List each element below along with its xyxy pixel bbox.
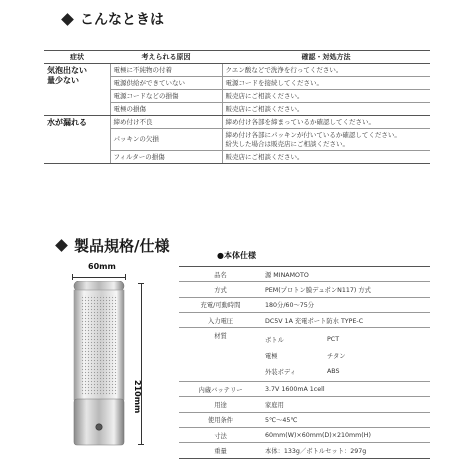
spec-value: 家庭用 <box>262 397 430 412</box>
trouble-row <box>44 64 430 77</box>
cause-cell: 電極に不純物の付着 <box>110 64 222 77</box>
width-dimension-label: 60mm <box>88 262 116 271</box>
material-item <box>265 347 427 363</box>
spec-row <box>179 382 430 397</box>
symptom-cell: 気泡出ない 量少ない <box>44 64 110 116</box>
spec-value: 5℃～45℃ <box>262 412 430 427</box>
spec-row <box>179 397 430 412</box>
spec-key: 充電/可動時間 <box>179 297 262 312</box>
material-part: ボトル <box>265 336 284 344</box>
spec-title: ●本体仕様 <box>217 251 256 260</box>
cause-cell: パッキンの欠損 <box>110 129 222 151</box>
header-fix: 確認・対処方法 <box>222 51 430 64</box>
product-bottle-image <box>72 281 126 447</box>
fix-cell: 電源コードを接続してください。 <box>222 77 430 90</box>
spec-row <box>179 282 430 297</box>
spec-key: 重量 <box>179 443 262 458</box>
spec-value: 60mm(W)×60mm(D)×210mm(H) <box>262 428 430 443</box>
spec-value: 源 MINAMOTO <box>262 267 430 282</box>
material-part: 外装ボディ <box>265 368 296 376</box>
spec-row <box>179 412 430 427</box>
spec-key: 寸法 <box>179 428 262 443</box>
troubleshooting-table <box>44 50 430 164</box>
material-list <box>262 328 430 382</box>
symptom-cell: 水が漏れる <box>44 116 110 164</box>
cause-cell: 締め付け不良 <box>110 116 222 129</box>
spec-row <box>179 267 430 282</box>
spec-row <box>179 428 430 443</box>
spec-row-material <box>179 328 430 382</box>
spec-key: 使用条件 <box>179 412 262 427</box>
spec-key: 材質 <box>179 328 262 382</box>
troubleshooting-heading <box>63 9 164 29</box>
cause-cell: 電極の損傷 <box>110 103 222 116</box>
height-dimension-label: 210mm <box>133 380 142 414</box>
fix-cell: 締め付け各部にパッキンが付いているか確認してください。 紛失した場合は販売店にご相談ください。 <box>222 129 430 151</box>
spec-row <box>179 443 430 458</box>
fix-cell: 締め付け各部を締まっているか確認してください。 <box>222 116 430 129</box>
spec-value: 本体：133g／ボトルセット：297g <box>262 443 430 458</box>
spec-value: 180分/60～75分 <box>262 297 430 312</box>
spec-key: 内蔵バッテリー <box>179 382 262 397</box>
fix-cell: クエン酸などで洗浄を行ってください。 <box>222 64 430 77</box>
material-value: ABS <box>327 367 340 375</box>
height-dimension-line <box>138 283 144 445</box>
material-value: チタン <box>327 352 346 360</box>
spec-key: 用途 <box>179 397 262 412</box>
spec-key: 品名 <box>179 267 262 282</box>
header-cause: 考えられる原因 <box>110 51 222 64</box>
material-item <box>265 331 427 347</box>
diamond-bullet-icon <box>55 239 68 252</box>
troubleshooting-title: こんなときは <box>80 12 164 28</box>
specs-title: 製品規格/仕様 <box>74 237 170 255</box>
spec-key: 方式 <box>179 282 262 297</box>
diamond-bullet-icon <box>61 13 74 26</box>
spec-row <box>179 297 430 312</box>
trouble-row <box>44 116 430 129</box>
fix-cell: 販売店にご相談ください。 <box>222 103 430 116</box>
spec-key: 入力電圧 <box>179 312 262 327</box>
fix-cell: 販売店にご相談ください。 <box>222 151 430 164</box>
specs-heading <box>57 235 169 256</box>
material-item <box>265 363 427 379</box>
cause-cell: 電源供給ができていない <box>110 77 222 90</box>
spec-value: PEM(プロトン膜デュポンN117) 方式 <box>262 282 430 297</box>
cause-cell: 電源コードなどの損傷 <box>110 90 222 103</box>
fix-cell: 販売店にご相談ください。 <box>222 90 430 103</box>
material-part: 電極 <box>265 352 278 360</box>
spec-table <box>179 266 430 459</box>
header-symptom: 症状 <box>44 51 110 64</box>
spec-row <box>179 312 430 327</box>
spec-value: 3.7V 1600mA 1cell <box>262 382 430 397</box>
trouble-header-row <box>44 51 430 64</box>
spec-value: DC5V 1A 充電ポート防水 TYPE-C <box>262 312 430 327</box>
material-value: PCT <box>327 335 340 343</box>
cause-cell: フィルターの損傷 <box>110 151 222 164</box>
width-dimension-line <box>72 274 126 280</box>
